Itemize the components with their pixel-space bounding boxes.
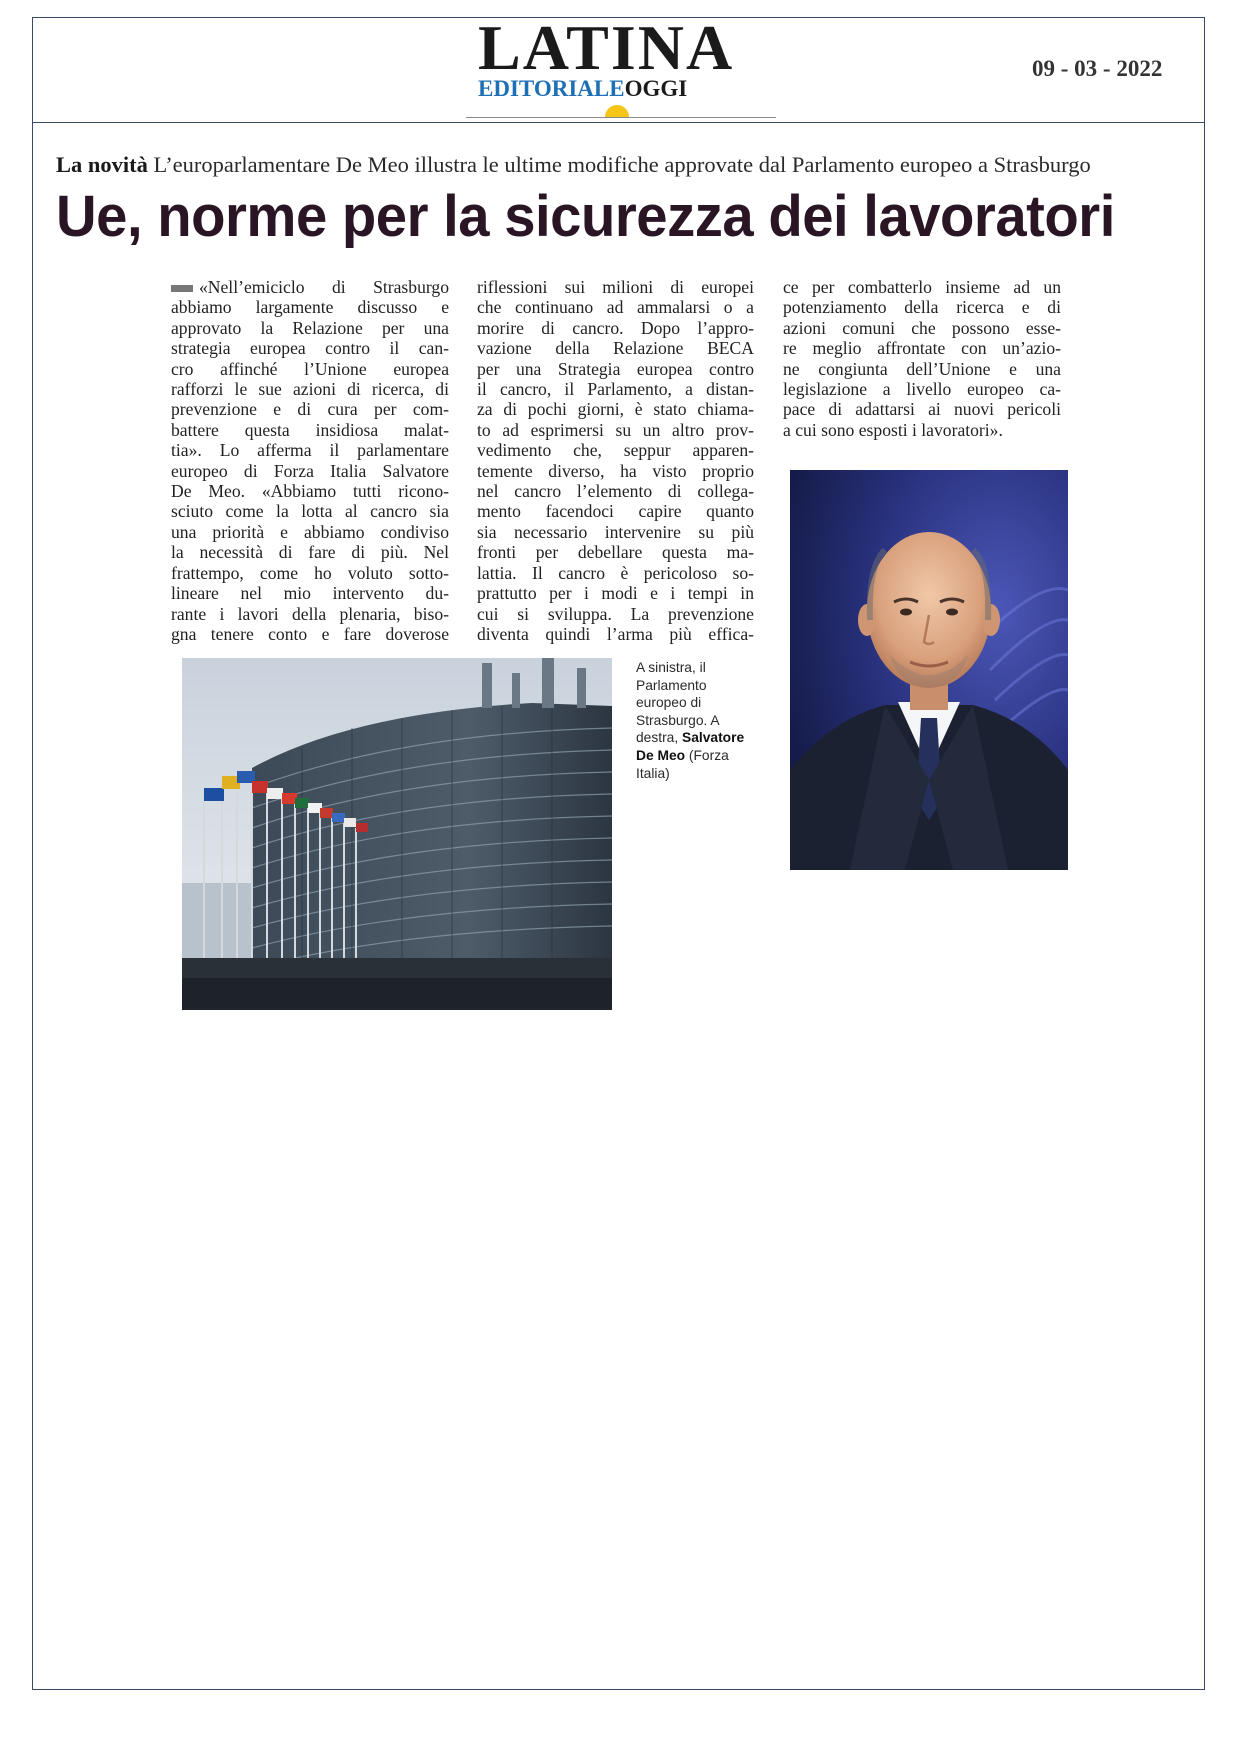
caption-line	[636, 729, 762, 747]
article-column-1	[171, 277, 449, 644]
article-headline: Ue, norme per la sicurezza dei lavoratori	[56, 184, 1115, 249]
text-line: rafforzi le sue azioni di ricerca, di	[171, 379, 449, 400]
text-line: sciuto come la lotta al cancro sia	[171, 501, 449, 522]
text-line: sia necessario intervenire su più	[477, 521, 754, 542]
text-line: legislazione a livello europeo ca-	[783, 379, 1061, 400]
text-line: una priorità e abbiamo condiviso	[171, 521, 449, 542]
text-line: a cui sono esposti i lavoratori».	[783, 419, 1003, 440]
text-line: potenziamento della ricerca e di	[783, 297, 1061, 318]
caption-line: A sinistra, il	[636, 660, 706, 675]
text-line: nel cancro l’elemento di collega-	[477, 481, 754, 502]
kicker-label: La novità	[56, 152, 148, 177]
text-line: De Meo. «Abbiamo tutti ricono-	[171, 481, 449, 502]
text-line: morire di cancro. Dopo l’appro-	[477, 317, 754, 338]
text-line: vazione della Relazione BECA	[477, 338, 754, 359]
logo-underline	[466, 117, 776, 118]
text-line	[171, 277, 449, 297]
caption-name: Salvatore	[682, 730, 745, 746]
caption-line	[636, 747, 762, 765]
caption-line: Parlamento	[636, 677, 707, 693]
caption-line: Strasburgo. A	[636, 712, 720, 728]
text-line: europeo di Forza Italia Salvatore	[171, 460, 449, 481]
logo-sub-editoriale: EDITORIALE	[478, 76, 625, 101]
text-line: il cancro, il Parlamento, a distan-	[477, 379, 754, 400]
photo-caption	[636, 659, 762, 782]
text-line: rante i lavori della plenaria, biso-	[171, 603, 449, 624]
text-line: temente diverso, ha visto proprio	[477, 460, 754, 481]
caption-name: De Meo	[636, 747, 686, 763]
logo-sub-oggi: OGGI	[624, 76, 688, 101]
text-line: prevenzione e di cura per com-	[171, 399, 449, 420]
text-line: frattempo, come ho voluto sotto-	[171, 562, 449, 583]
text-line: prattutto per i modi e i tempi in	[477, 583, 754, 604]
text-line: azioni comuni che possono esse-	[783, 317, 1061, 338]
article-kicker	[56, 152, 1091, 178]
text-line-content: «Nell’emiciclo di Strasburgo	[199, 277, 449, 297]
text-line: fronti per debellare questa ma-	[477, 542, 754, 563]
caption-line: europeo di	[636, 695, 702, 711]
text-line: la necessità di fare di più. Nel	[171, 542, 449, 563]
text-line: za di pochi giorni, è stato chiama-	[477, 399, 754, 420]
text-line: abbiamo largamente discusso e	[171, 297, 449, 318]
logo-sun-icon	[605, 105, 629, 117]
text-line: mento facendoci capire quanto	[477, 501, 754, 522]
text-line: cro affinché l’Unione europea	[171, 358, 449, 379]
text-line: diventa quindi l’arma più effica-	[477, 623, 754, 644]
text-line: ne congiunta dell’Unione e una	[783, 358, 1061, 379]
paragraph-marker-icon	[171, 285, 193, 292]
text-line: tia». Lo afferma il parlamentare	[171, 440, 449, 461]
parliament-photo	[182, 658, 612, 1010]
article-column-2	[477, 277, 754, 644]
text-line: lattia. Il cancro è pericoloso so-	[477, 562, 754, 583]
newspaper-logo	[466, 12, 780, 120]
kicker-text: L’europarlamentare De Meo illustra le ultime modifiche approvate dal Parlamento europeo a Strasburgo	[153, 152, 1091, 177]
text-line: riflessioni sui milioni di europei	[477, 277, 754, 297]
text-line: pace di adattarsi ai nuovi pericoli	[783, 399, 1061, 420]
text-line: gna tenere conto e fare doverose	[171, 623, 449, 644]
caption-text: destra,	[636, 730, 683, 746]
text-line: strategia europea contro il can-	[171, 338, 449, 359]
text-line: re meglio affrontate con un’azio-	[783, 338, 1061, 359]
text-line: lineare nel mio intervento du-	[171, 583, 449, 604]
logo-main-text: LATINA	[478, 12, 735, 83]
text-line: ce per combatterlo insieme ad un	[783, 277, 1061, 297]
caption-line: Italia)	[636, 765, 670, 781]
text-line: approvato la Relazione per una	[171, 317, 449, 338]
caption-text: (Forza	[685, 747, 729, 763]
publication-date: 09 - 03 - 2022	[1032, 56, 1163, 81]
text-line: che continuano ad ammalarsi o a	[477, 297, 754, 318]
text-line: battere questa insidiosa malat-	[171, 419, 449, 440]
text-line: to ad esprimersi su un altro prov-	[477, 419, 754, 440]
article-column-3	[783, 277, 1061, 440]
text-line: per una Strategia europea contro	[477, 358, 754, 379]
logo-sub-text	[478, 77, 687, 100]
header-rule	[32, 122, 1205, 123]
portrait-photo	[790, 470, 1068, 870]
text-line: cui si sviluppa. La prevenzione	[477, 603, 754, 624]
text-line: vedimento che, seppur apparen-	[477, 440, 754, 461]
